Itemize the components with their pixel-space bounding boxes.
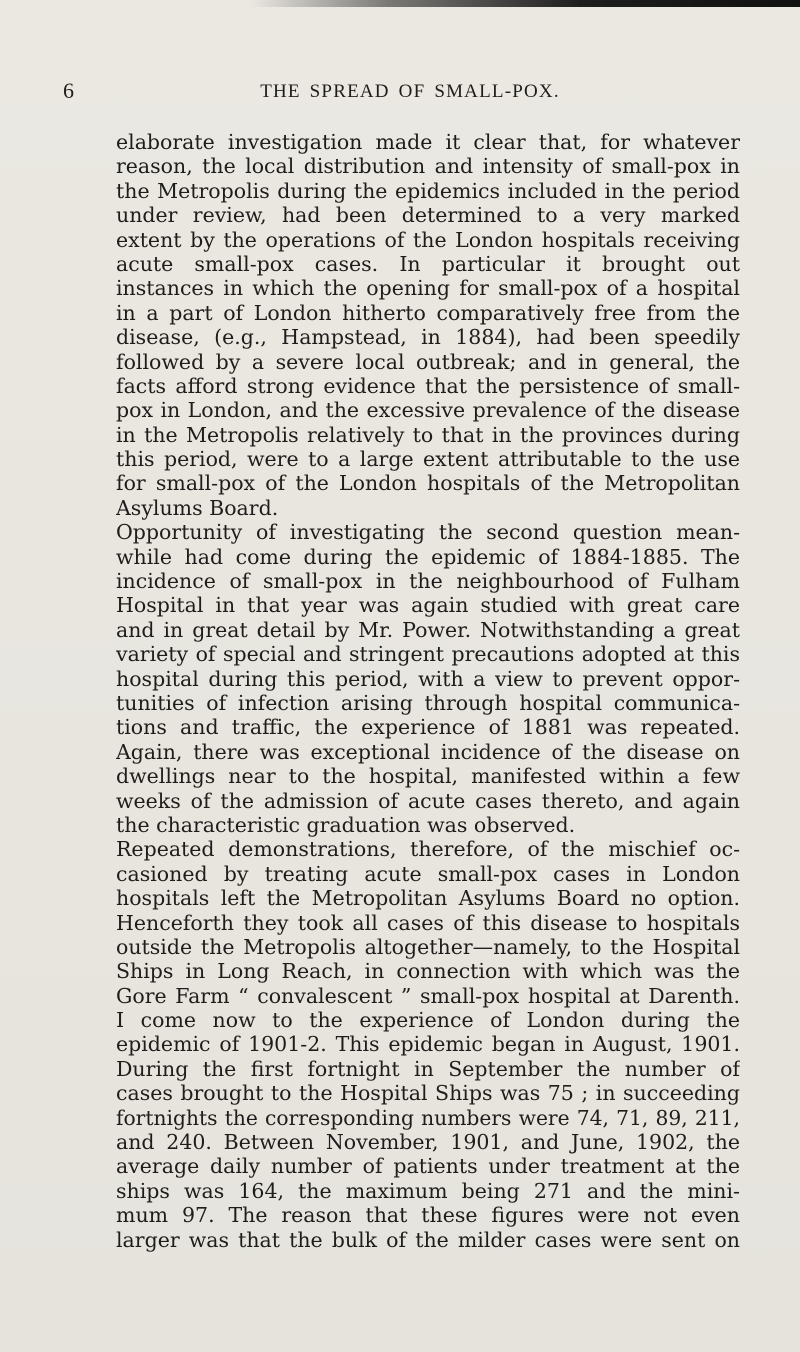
text-line: I come now to the experience of London during the: [116, 1008, 740, 1033]
text-line: in a part of London hitherto comparatively free from the: [116, 300, 740, 325]
text-line: larger was that the bulk of the milder cases were sent on: [116, 1227, 740, 1252]
text-line: casioned by treating acute small-pox cases in London: [116, 861, 740, 886]
text-line: the Metropolis during the epidemics included in the period: [116, 178, 740, 203]
text-line: mum 97. The reason that these figures were not even: [116, 1203, 740, 1228]
text-line: variety of special and stringent precautions adopted at this: [116, 642, 740, 667]
text-line: Henceforth they took all cases of this disease to hospitals: [116, 910, 740, 935]
text-line: weeks of the admission of acute cases thereto, and again: [116, 788, 740, 813]
text-line: Asylums Board.: [116, 495, 279, 520]
text-line: hospital during this period, with a view to prevent oppor-: [116, 666, 740, 691]
text-line: dwellings near to the hospital, manifested within a few: [116, 764, 740, 789]
text-line: disease, (e.g., Hampstead, in 1884), had been speedily: [116, 325, 740, 350]
text-line: extent by the operations of the London hospitals receiving: [116, 227, 740, 252]
text-line: while had come during the epidemic of 1884-1885. The: [116, 544, 740, 569]
text-line: cases brought to the Hospital Ships was 75 ; in succeeding: [116, 1081, 740, 1106]
text-line: fortnights the corresponding numbers were 74, 71, 89, 211,: [116, 1105, 740, 1130]
text-line: facts afford strong evidence that the persistence of small-: [116, 373, 740, 398]
text-line: incidence of small-pox in the neighbourhood of Fulham: [116, 569, 740, 594]
text-line: instances in which the opening for small-pox of a hospital: [116, 276, 740, 301]
text-line: hospitals left the Metropolitan Asylums Board no option.: [116, 886, 740, 911]
text-line: Gore Farm “ convalescent ” small-pox hospital at Darenth.: [116, 983, 740, 1008]
text-line: During the first fortnight in September the number of: [116, 1056, 740, 1081]
text-line: Hospital in that year was again studied with great care: [116, 593, 740, 618]
page-header: [0, 78, 800, 114]
text-line: acute small-pox cases. In particular it brought out: [116, 251, 740, 276]
text-line: under review, had been determined to a very marked: [116, 203, 740, 228]
text-line: tunities of infection arising through hospital communica-: [116, 690, 740, 715]
page-top-edge-shadow: [250, 0, 800, 7]
text-line: ships was 164, the maximum being 271 and the mini-: [116, 1178, 740, 1203]
text-line: Opportunity of investigating the second question mean-: [116, 520, 740, 545]
text-line: the characteristic graduation was observed.: [116, 812, 576, 837]
page-number: 6: [63, 78, 74, 103]
text-line: average daily number of patients under treatment at the: [116, 1154, 740, 1179]
body-text: [116, 130, 740, 1252]
text-line: elaborate investigation made it clear that, for whatever: [116, 130, 740, 154]
text-line: Repeated demonstrations, therefore, of the mischief oc-: [116, 837, 740, 862]
text-line: Again, there was exceptional incidence of the disease on: [116, 739, 740, 764]
text-line: in the Metropolis relatively to that in the provinces during: [116, 422, 740, 447]
text-line: pox in London, and the excessive prevalence of the disease: [116, 398, 740, 423]
text-line: followed by a severe local outbreak; and in general, the: [116, 349, 740, 374]
text-line: this period, were to a large extent attributable to the use: [116, 447, 740, 472]
running-title: THE SPREAD OF SMALL-POX.: [260, 81, 560, 102]
text-line: reason, the local distribution and intensity of small-pox in: [116, 154, 740, 179]
text-line: epidemic of 1901-2. This epidemic began in August, 1901.: [116, 1032, 740, 1057]
text-line: and 240. Between November, 1901, and June, 1902, the: [116, 1130, 740, 1155]
text-line: Ships in Long Reach, in connection with which was the: [116, 959, 740, 984]
text-line: for small-pox of the London hospitals of the Metropolitan: [116, 471, 740, 496]
text-line: and in great detail by Mr. Power. Notwithstanding a great: [116, 617, 740, 642]
text-line: tions and traffic, the experience of 1881 was repeated.: [116, 715, 740, 740]
text-line: outside the Metropolis altogether—namely, to the Hospital: [116, 934, 740, 959]
